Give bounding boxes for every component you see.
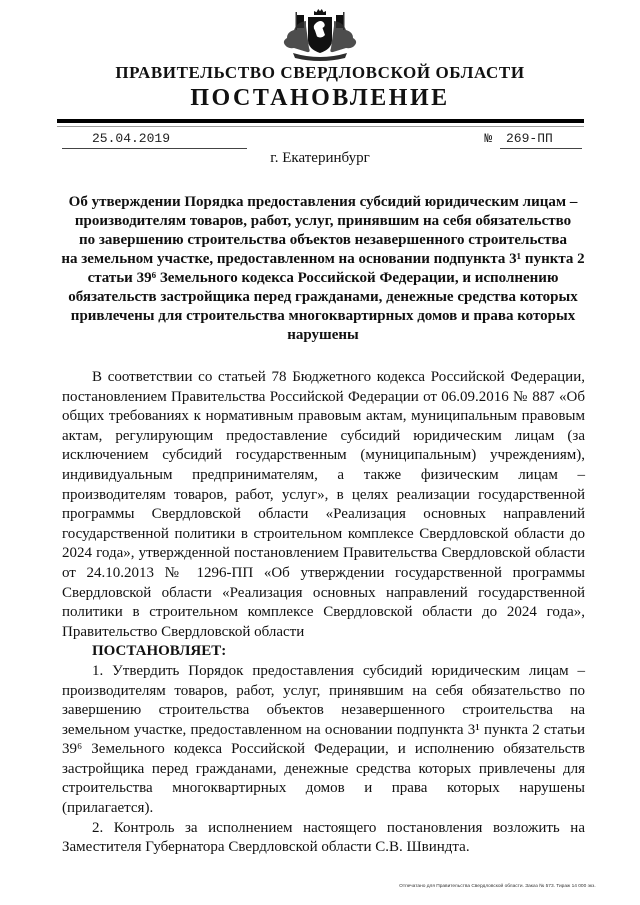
title-line: по завершению строительства объектов незавершенного строительства [78, 232, 568, 248]
document-meta [62, 131, 585, 151]
document-body [62, 368, 585, 858]
intro-paragraph: В соответствии со статьей 78 Бюджетного кодекса Российской Федерации, постановлением Правительства Российской Федерации от 06.09.2016 № 887 «Об общих требованиях к нормативным правовым актам, муниципальным правовым актам, регулирующим предоставление субсидий юридическим лицам (за исключением субсидий государственным (муниципальным) учреждениям), индивидуальным предпринимателям, а также физическим лицам – производителям товаров, работ, услуг», в целях реализации государственной программы Свердловской области «Реализация основных направлений государственной политики в строительном комплексе Свердловской области до 2024 года», утвержденной постановлением Правительства Свердловской области от 24.10.2013 № 1296-ПП «Об утверждении государственной программы Свердловской области «Реализация основных направлений государственной политики в строительном комплексе Свердловской области до 2024 года», Правительство Свердловской области [62, 369, 585, 640]
document-city: г. Екатеринбург [270, 150, 370, 166]
number-sign: № [484, 131, 493, 146]
header-rule-thick [57, 119, 584, 123]
resolution-item-1: 1. Утвердить Порядок предоставления субсидий юридическим лицам – производителям товаров, работ, услуг, принявшим на себя обязательство по завершению строительства объектов незавершенного строительства на земельном участке, предоставленном на основании подпункта 3¹ пункта 2 статьи 39⁶ Земельного кодекса Российской Федерации, и исполнению обязательств застройщика перед гражданами, денежные средства которых привлечены для строительства многоквартирных домов и права которых нарушены (прилагается). [62, 662, 585, 817]
resolves-label: ПОСТАНОВЛЯЕТ: [92, 643, 227, 660]
title-line: производителям товаров, работ, услуг, принявшим на себя обязательство [74, 213, 572, 229]
resolution-item-2: 2. Контроль за исполнением настоящего постановления возложить на Заместителя Губернатора Свердловской области С.В. Швиндта. [62, 819, 585, 856]
document-title [58, 193, 588, 345]
document-number [484, 131, 582, 149]
print-note: Отпечатано для Правительства Свердловской области. Заказ № 573. Тираж 14 000 экз. [399, 884, 596, 889]
title-line: статьи 39⁶ Земельного кодекса Российской Федерации, и исполнению [87, 270, 559, 286]
title-line: на земельном участке, предоставленном на основании подпункта 3¹ пункта 2 [61, 251, 585, 267]
title-line: обязательств застройщика перед гражданами, денежные средства которых [68, 289, 578, 305]
coat-of-arms [0, 8, 640, 62]
document-type-title: ПОСТАНОВЛЕНИЕ [190, 85, 450, 111]
title-line: Об утверждении Порядка предоставления субсидий юридическим лицам – [68, 194, 578, 210]
header-rule-thin [57, 126, 584, 127]
coat-of-arms-icon [274, 8, 366, 62]
number-value: 269-ПП [500, 131, 582, 149]
title-line: привлечены для строительства многоквартирных домов и права которых [70, 308, 576, 324]
authority-name: ПРАВИТЕЛЬСТВО СВЕРДЛОВСКОЙ ОБЛАСТИ [115, 63, 525, 82]
title-line: нарушены [287, 327, 359, 343]
document-date: 25.04.2019 [62, 131, 247, 149]
